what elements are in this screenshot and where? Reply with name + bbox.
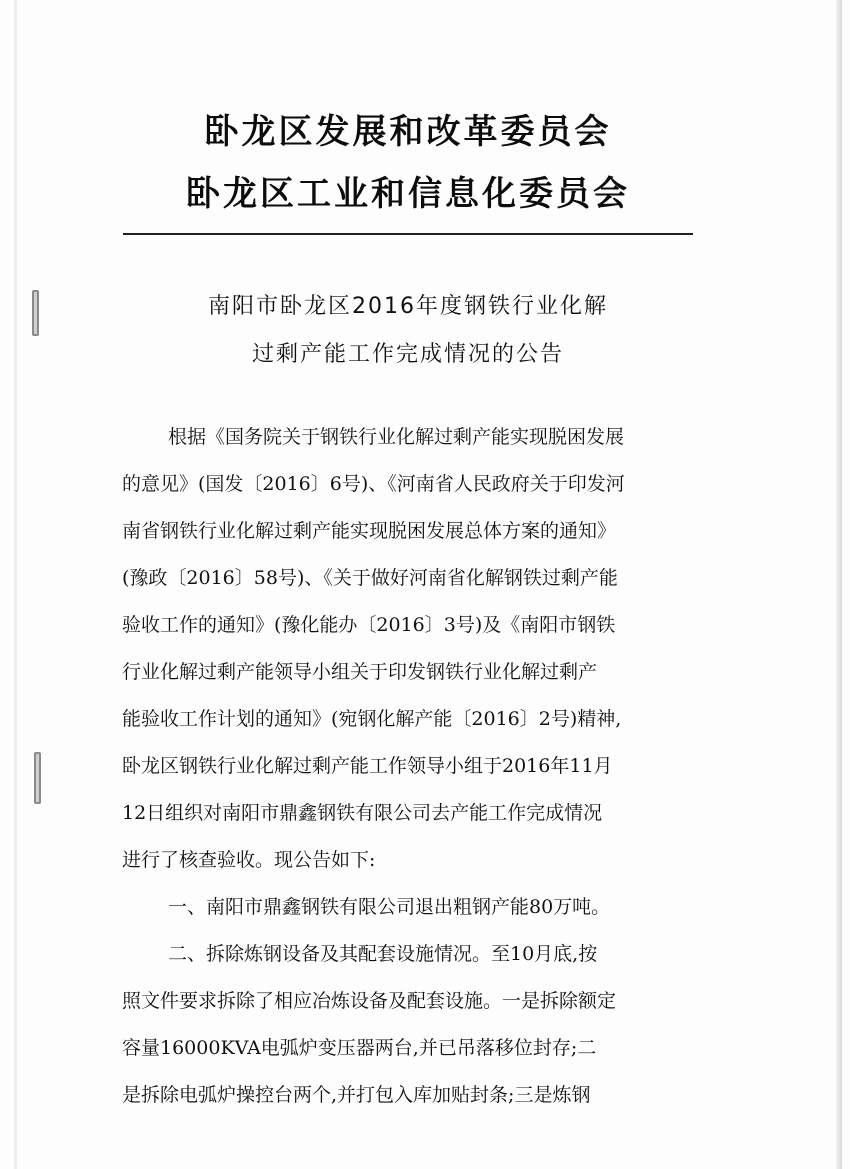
header-divider [123,233,693,235]
body-line: 12日组织对南阳市鼎鑫钢铁有限公司去产能工作完成情况 [122,802,603,824]
notice-body [122,414,697,1119]
body-line: 二、拆除炼钢设备及其配套设施情况。至10月底,按 [168,943,598,965]
staple-bottom [34,752,41,804]
body-line: 一、南阳市鼎鑫钢铁有限公司退出粗钢产能80万吨。 [168,896,611,918]
body-line: 照文件要求拆除了相应冶炼设备及配套设施。一是拆除额定 [122,990,617,1012]
page-left-edge [14,0,17,1169]
notice-title-line-2: 过剩产能工作完成情况的公告 [251,342,564,367]
body-line: 验收工作的通知》(豫化能办〔2016〕3号)及《南阳市钢铁 [122,614,616,636]
staple-top [32,290,39,336]
body-line: 能验收工作计划的通知》(宛钢化解产能〔2016〕2号)精神, [122,708,622,730]
body-line: 进行了核查验收。现公告如下: [122,849,376,871]
notice-title-line-1: 南阳市卧龙区2016年度钢铁行业化解 [208,294,608,319]
body-line: (豫政〔2016〕58号)、《关于做好河南省化解钢铁过剩产能 [122,567,618,589]
body-line: 卧龙区钢铁行业化解过剩产能工作领导小组于2016年11月 [122,755,613,777]
issuer-line-1: 卧龙区发展和改革委员会 [204,112,612,152]
body-line: 容量16000KVA电弧炉变压器两台,并已吊落移位封存;二 [122,1037,597,1059]
body-line: 行业化解过剩产能领导小组关于印发钢铁行业化解过剩产 [122,661,598,683]
issuer-line-2: 卧龙区工业和信息化委员会 [186,174,630,214]
body-line: 南省钢铁行业化解过剩产能实现脱困发展总体方案的通知》 [122,520,617,542]
body-line: 的意见》(国发〔2016〕6号)、《河南省人民政府关于印发河 [122,473,625,495]
body-line: 是拆除电弧炉操控台两个,并打包入库加贴封条;三是炼钢 [122,1084,591,1106]
body-line: 根据《国务院关于钢铁行业化解过剩产能实现脱困发展 [168,426,625,448]
page-right-edge [836,0,842,1169]
